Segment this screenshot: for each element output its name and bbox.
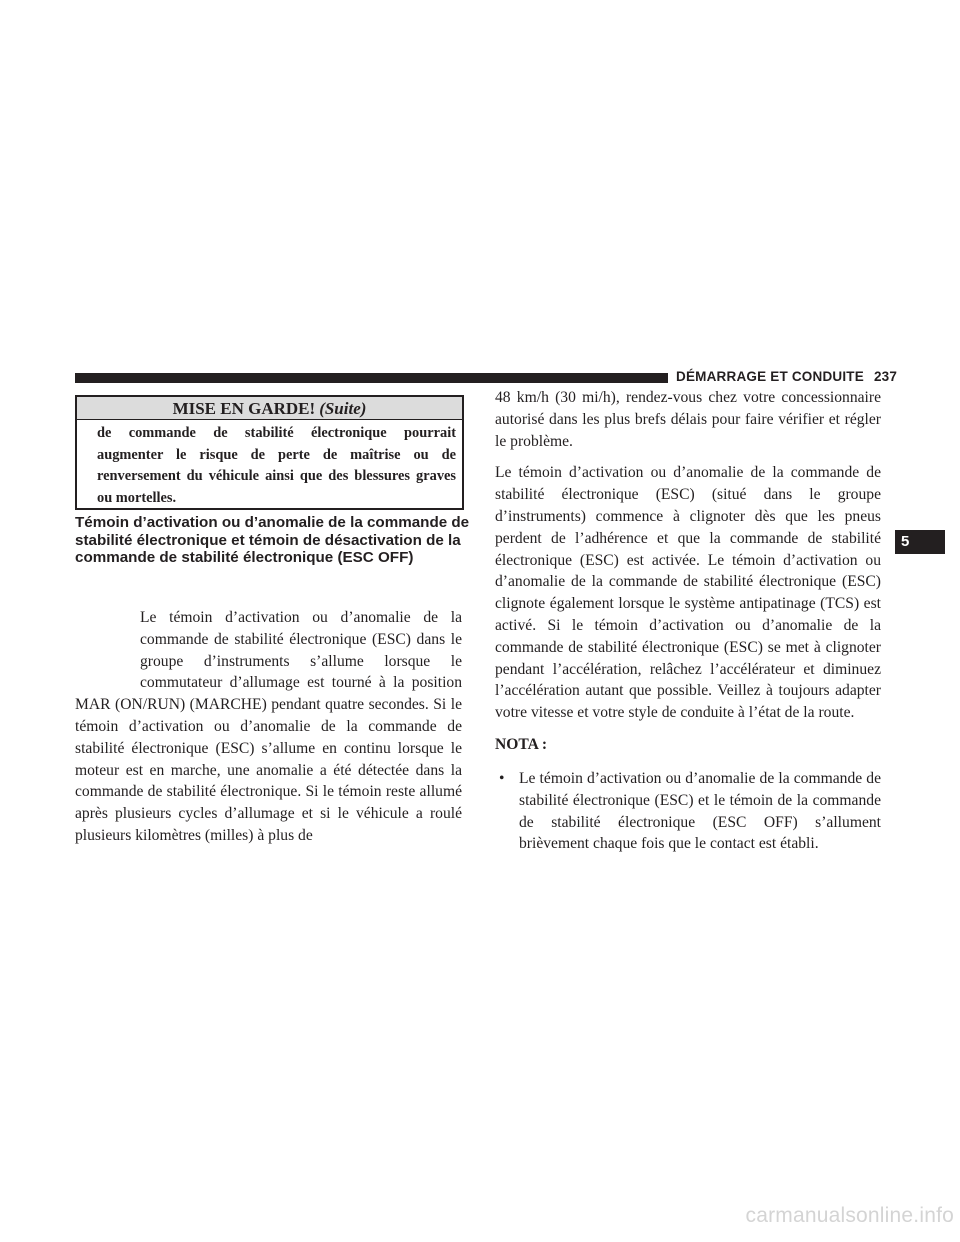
header-rule	[75, 373, 668, 383]
section-title: DÉMARRAGE ET CONDUITE	[676, 369, 864, 384]
warning-title-bar	[77, 397, 462, 420]
warning-box	[75, 395, 464, 510]
bullet-icon: •	[499, 769, 505, 787]
nota-bullet-text: Le témoin d’activation ou d’anomalie de la commande de stabilité électronique (ESC) et le témoin de la commande de stabilité électronique (ESC OFF) s’allument brièvement chaque fois que le contact est établi.	[519, 769, 881, 853]
warning-body: de commande de stabilité électronique pourrait augmenter le risque de perte de maîtrise ou de renversement du véhicule ainsi que des blessures graves ou mortelles.	[97, 425, 456, 506]
left-paragraph	[75, 607, 462, 847]
right-column	[495, 387, 881, 855]
section-heading: Témoin d’activation ou d’anomalie de la commande de stabilité électronique et témoin de désactivation de la commande de stabilité électronique (ESC OFF)	[75, 514, 470, 566]
nota-bullet-item	[495, 768, 881, 855]
icon-float-spacer	[75, 607, 140, 694]
warning-title: MISE EN GARDE!	[172, 399, 316, 418]
running-header	[676, 367, 898, 387]
chapter-tab: 5	[895, 530, 945, 554]
right-paragraph-1: 48 km/h (30 mi/h), rendez-vous chez votre concessionnaire autorisé dans les plus brefs délais pour faire vérifier et régler le problème.	[495, 389, 881, 450]
right-paragraph-2: Le témoin d’activation ou d’anomalie de la commande de stabilité électronique (ESC) (situé dans le groupe d’instruments) commence à clignoter dès que les pneus perdent de l’adhérence et que la commande de stabilité électronique (ESC) est activée. Le témoin d’activation ou d’anomalie de la commande de stabilité électronique (ESC) clignote également lorsque le système antipatinage (TCS) est activé. Si le témoin d’activation ou d’anomalie de la commande de stabilité électronique (ESC) se met à clignoter pendant l’accélération, relâchez l’accélérateur et diminuez l’accélération autant que possible. Veillez à toujours adapter votre vitesse et votre style de conduite à l’état de la route.	[495, 464, 881, 722]
nota-label: NOTA :	[495, 735, 548, 753]
left-paragraph-text: Le témoin d’activation ou d’anomalie de la commande de stabilité électronique (ESC) dans le groupe d’instruments s’allume lorsque le commutateur d’allumage est tourné à la position MAR (ON/RUN) (MARCHE) pendant quatre secondes. Si le témoin d’activation ou d’anomalie de la commande de stabilité électronique (ESC) s’allume en continu lorsque le moteur est en marche, une anomalie a été détectée dans la commande de stabilité électronique. Si le témoin reste allumé après plusieurs cycles d’allumage et si le véhicule a roulé plusieurs kilomètres (milles) à plus de	[75, 609, 462, 844]
warning-continued-label: (Suite)	[319, 399, 367, 418]
watermark: carmanualsonline.info	[745, 1204, 954, 1227]
page-number: 237	[873, 369, 898, 384]
